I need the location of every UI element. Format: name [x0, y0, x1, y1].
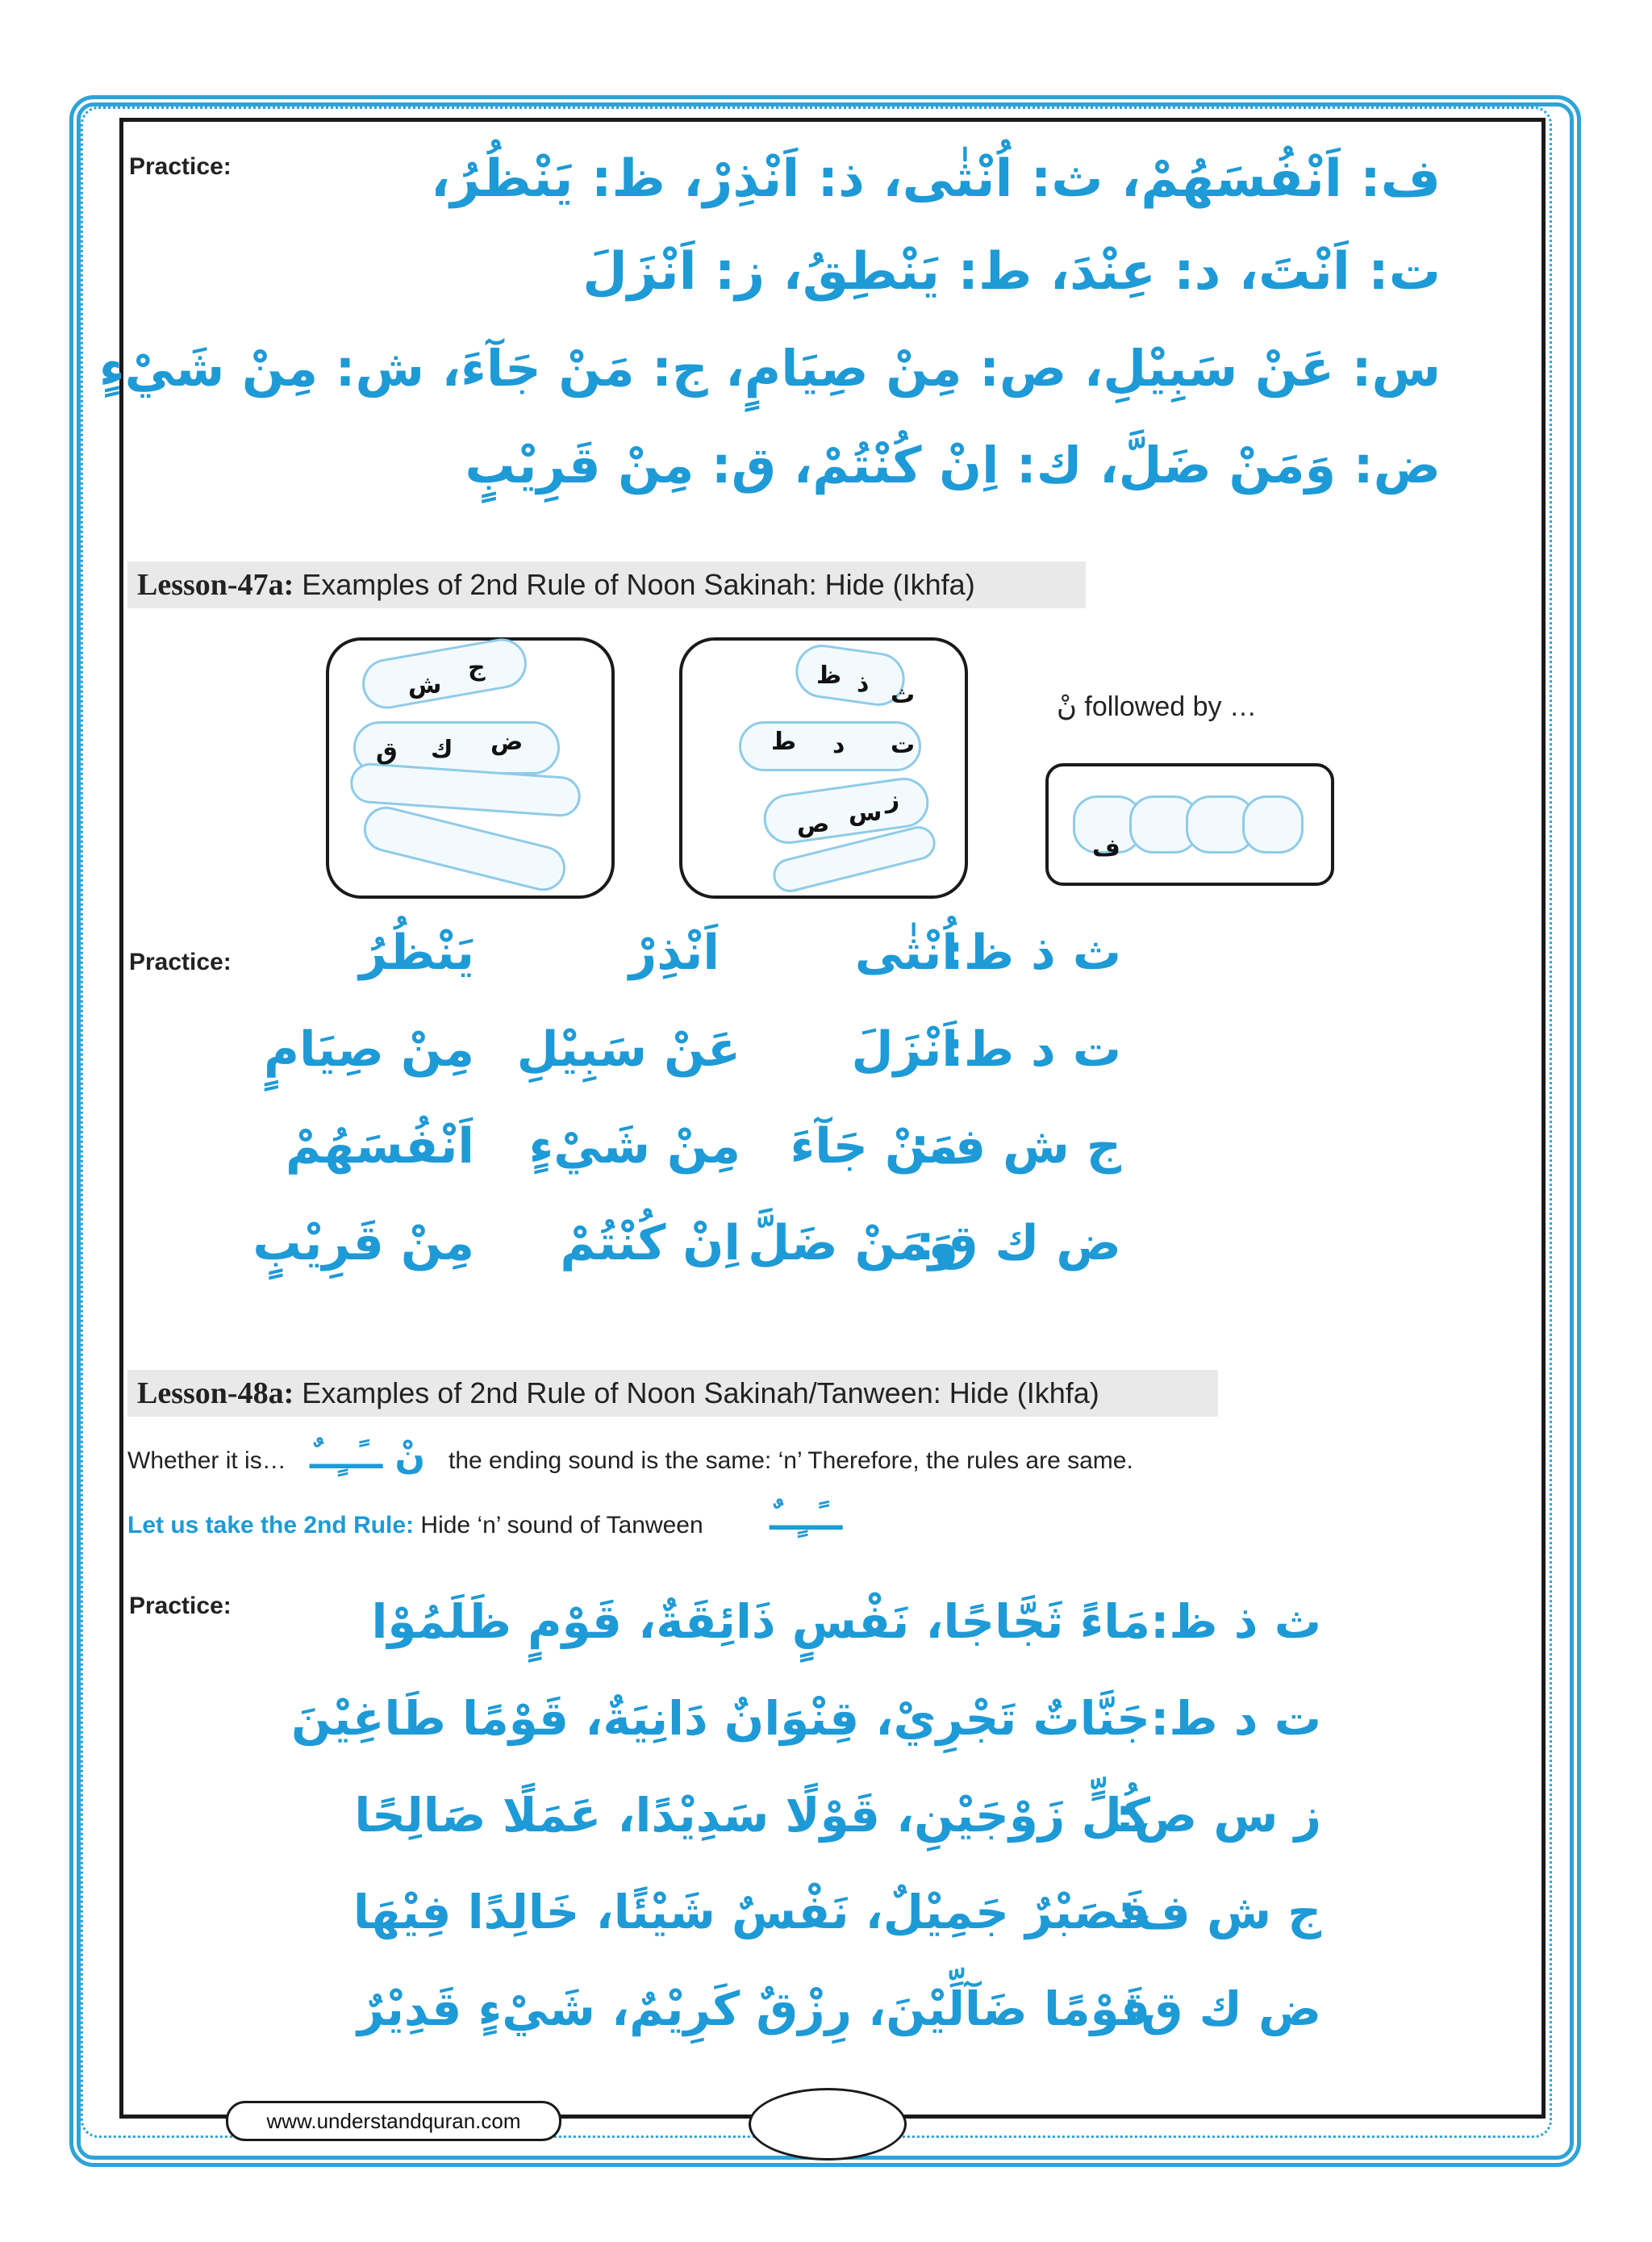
hand1-letter-sheen: ش [408, 671, 442, 699]
whether-text-pre: Whether it is… [127, 1447, 286, 1474]
whether-arabic-marks: نْ ــًــٍــٌ [310, 1436, 426, 1477]
hand2-letter-zaay: ز [886, 786, 900, 814]
hand-diagram-2 [679, 637, 968, 899]
l47-row1-c2: اَنْذِرْ [628, 925, 720, 981]
l47-row3-c3: اَنْفُسَهُمْ [286, 1118, 474, 1175]
l48-row2-key: ت د ط: [1150, 1691, 1321, 1746]
hand1-letter-daad: ض [490, 728, 524, 756]
practice1-row-4: ض: وَمَنْ ضَلَّ، ك: اِنْ كُنْتُمْ، ق: مِنْ قَرِيْبٍ [465, 436, 1441, 495]
practice-label-2: Practice: [129, 949, 232, 975]
followed-by-label: نْ followed by … [1057, 691, 1257, 722]
lesson-48a-number: Lesson-48a: [137, 1376, 294, 1410]
footer-url[interactable]: www.understandquran.com [226, 2101, 561, 2141]
teeth-letter-faa: ف [1092, 834, 1120, 862]
l48-row4-key: ج ش ف: [1117, 1885, 1321, 1939]
whether-text-post: the ending sound is the same: ‘n’ Therefore, the rules are same. [448, 1447, 1133, 1474]
l48-row3-text: كُلٍّ زَوْجَيْنِ، قَوْلًا سَدِيْدًا، عَمَلًا صَالِحًا [354, 1788, 1150, 1843]
hand2-letter-seen: س [849, 799, 882, 827]
hand2-letter-saad: ص [797, 810, 830, 838]
hand1-letter-qaaf: ق [376, 737, 398, 766]
rule-line [127, 1512, 703, 1539]
l48-row4-text: فَصَبْرٌ جَمِيْلٌ، نَفْسٌ شَيْئًا، خَالِدًا فِيْهَا [353, 1885, 1150, 1939]
finger-shape [359, 802, 570, 896]
hand2-letter-dhaal: ذ [857, 670, 870, 698]
l47-row3-c1: مَنْ جَآءَ [790, 1118, 958, 1175]
l47-row1-key: ث ذ ظ: [944, 925, 1121, 981]
hand2-letter-taa: ت [891, 731, 916, 759]
l47-row3-key: ج ش ف: [910, 1118, 1121, 1175]
l47-row4-c3: مِنْ قَرِيْبٍ [252, 1215, 474, 1271]
hand2-letter-zaa: ظ [816, 662, 842, 690]
hand2-letter-daal: د [832, 731, 845, 759]
hand2-letter-taa-heavy: ط [771, 728, 797, 756]
hand1-letter-jeem: ج [468, 653, 486, 682]
page-number-oval [749, 2088, 907, 2161]
lesson-47a-number: Lesson-47a: [137, 568, 294, 602]
l47-row2-c1: اَنْزَلَ [851, 1021, 958, 1078]
hand-diagram-1 [326, 637, 615, 899]
practice1-row-1: ف: اَنْفُسَهُمْ، ث: اُنْثٰى، ذ: اَنْذِرْ، ظ: يَنْظُرُ، [430, 149, 1441, 209]
l48-row5-text: قَوْمًا ضَآلِّيْنَ، رِزْقٌ كَرِيْمٌ، شَيْءٍ قَدِيْرٌ [357, 1981, 1150, 2036]
hand1-letter-kaaf: ك [431, 736, 453, 764]
l47-row1-c1: اُنْثٰى [854, 925, 958, 981]
l47-row4-c2: اِنْ كُنْتُمْ [560, 1215, 740, 1271]
practice-label-3: Practice: [129, 1593, 232, 1619]
l47-row4-key: ض ك ق: [915, 1215, 1121, 1271]
rule-label: Let us take the 2nd Rule: [127, 1512, 415, 1539]
rule-text: Hide ‘n’ sound of Tanween [414, 1512, 703, 1539]
hand2-letter-thaa: ث [891, 681, 916, 709]
practice-label-1: Practice: [129, 153, 232, 180]
l47-row2-key: ت د ط: [944, 1021, 1121, 1078]
practice1-row-2: ت: اَنْتَ، د: عِنْدَ، ط: يَنْطِقُ، ز: اَنْزَلَ [582, 242, 1441, 302]
l48-row3-key: ز س ص: [1115, 1788, 1321, 1843]
teeth-diagram [1045, 763, 1334, 886]
lesson-47a-header [127, 562, 1086, 608]
finger-shape [358, 635, 531, 713]
l47-row4-c1: وَمَنْ ضَلَّ [748, 1215, 958, 1271]
l48-row1-key: ث ذ ظ: [1150, 1594, 1321, 1649]
practice1-row-3: س: عَنْ سَبِيْلِ، ص: مِنْ صِيَامٍ، ج: مَنْ جَآءَ، ش: مِنْ شَيْءٍ [98, 339, 1441, 398]
tooth-shape [1242, 795, 1304, 854]
tanween-marks: ــًــٍــٌ [770, 1497, 843, 1539]
l48-row1-text: مَاءً ثَجَّاجًا، نَفْسٍ ذَائِقَةٌ، قَوْمٍ ظَلَمُوْا [371, 1594, 1150, 1649]
lesson-47a-title: Examples of 2nd Rule of Noon Sakinah: Hide (Ikhfa) [294, 568, 975, 601]
l47-row3-c2: مِنْ شَيْءٍ [528, 1118, 740, 1175]
l47-row1-c3: يَنْظُرُ [359, 925, 474, 981]
l47-row2-c2: عَنْ سَبِيْلِ [516, 1021, 740, 1078]
l48-row2-text: جَنَّاتٌ تَجْرِيْ، قِنْوَانٌ دَانِيَةٌ، قَوْمًا طَاغِيْنَ [291, 1691, 1150, 1746]
lesson-48a-header [127, 1370, 1218, 1417]
l48-row5-key: ض ك ق: [1122, 1981, 1321, 2036]
l47-row2-c3: مِنْ صِيَامٍ [263, 1021, 474, 1078]
lesson-48a-title: Examples of 2nd Rule of Noon Sakinah/Tanween: Hide (Ikhfa) [294, 1376, 1099, 1409]
